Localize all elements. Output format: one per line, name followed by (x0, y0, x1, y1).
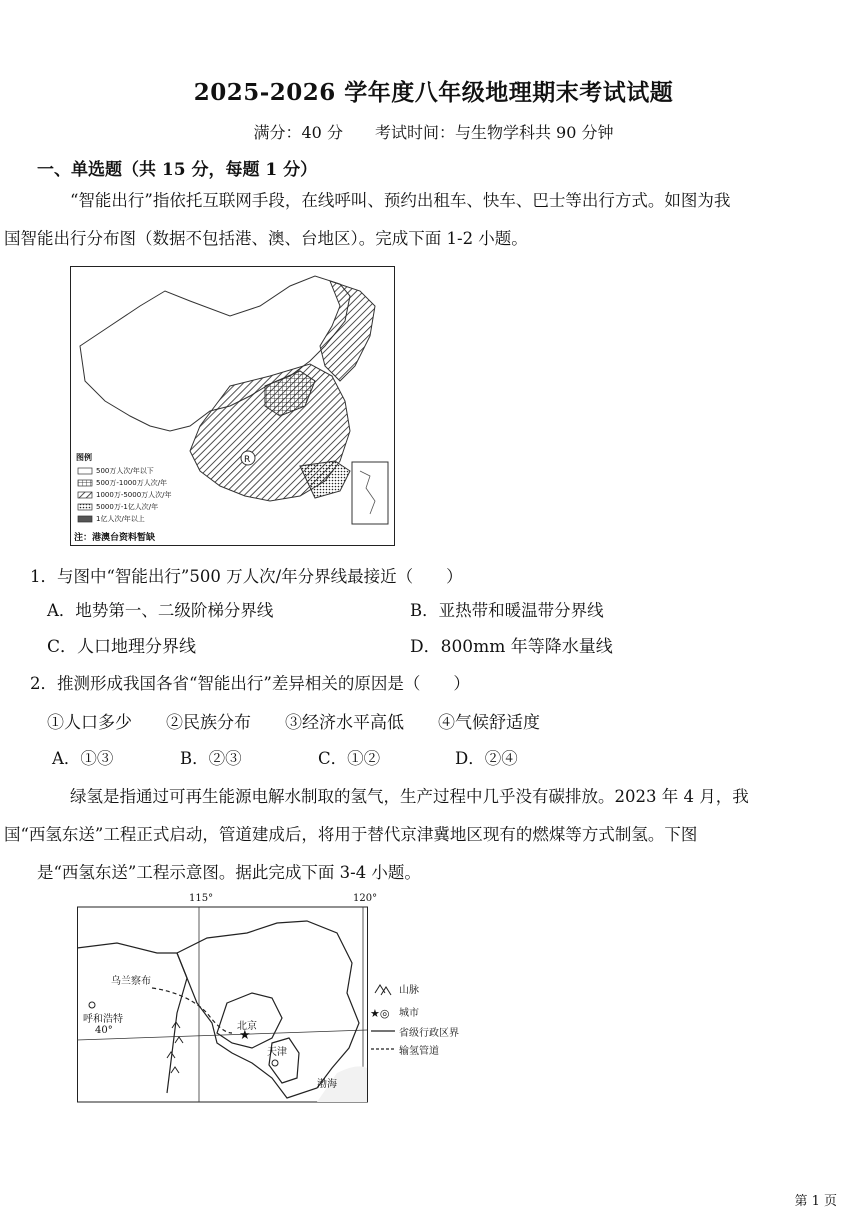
legend-boundary: 省级行政区界 (399, 1028, 459, 1039)
intro-paragraph-1 (4, 182, 847, 258)
latitude-40-label: 40° (95, 1025, 113, 1036)
page-title: 2025-2026 学年度八年级地理期末考试试题 (193, 79, 674, 106)
legend-item-5: 1亿人次/年以上 (96, 515, 145, 523)
legend-pipeline: 输氢管道 (399, 1046, 439, 1057)
q1-option-d[interactable]: D．800mm 年等降水量线 (410, 637, 613, 657)
svg-text:★: ★ (239, 1028, 251, 1043)
q2-option-b[interactable]: B．②③ (180, 749, 242, 768)
hydrogen-pipeline-map (77, 893, 487, 1103)
intro2-line2: 国“西氢东送”工程正式启动，管道建成后，将用于替代京津冀地区现有的燃煤等方式制氢。下图 (4, 825, 698, 844)
intro-paragraph-2 (4, 778, 847, 892)
q2-factor-list: ①人口多少 ②民族分布 ③经济水平高低 ④气候舒适度 (47, 713, 540, 733)
city-beijing: 北京 (237, 1021, 257, 1032)
bohai-sea-label: 渤海 (317, 1079, 337, 1090)
section-heading: 一、单选题（共 15 分，每题 1 分） (37, 160, 318, 180)
map-note: 注：港澳台资料暂缺 (74, 533, 156, 543)
city-huhehaote: 呼和浩特 (83, 1014, 123, 1025)
question-2-stem: 2．推测形成我国各省“智能出行”差异相关的原因是（ ） (30, 674, 470, 693)
longitude-115-label: 115° (189, 893, 214, 904)
intro2-line1: 绿氢是指通过可再生能源电解水制取的氢气，生产过程中几乎没有碳排放。2023 年 4 月，我 (70, 787, 749, 806)
intro1-line2: 国智能出行分布图（数据不包括港、澳、台地区）。完成下面 1-2 小题。 (4, 229, 528, 248)
pipeline-map-figure (77, 893, 487, 1103)
exam-info: 满分：40 分 考试时间：与生物学科共 90 分钟 (253, 123, 614, 142)
legend-item-1: 500万人次/年以下 (96, 467, 154, 475)
legend-item-4: 5000万-1亿人次/年 (96, 503, 159, 511)
svg-text:★◎: ★◎ (370, 1007, 390, 1020)
china-smart-travel-map (70, 266, 395, 546)
intro1-line1: “智能出行”指依托互联网手段，在线呼叫、预约出租车、快车、巴士等出行方式。如图为我 (70, 191, 731, 210)
legend-title: 图例 (76, 453, 92, 462)
legend-mountain: 山脉 (399, 985, 419, 996)
q2-option-c[interactable]: C．①② (318, 749, 381, 768)
legend-item-2: 500万-1000万人次/年 (96, 479, 168, 487)
longitude-120-label: 120° (353, 893, 378, 904)
q2-option-d[interactable]: D．②④ (455, 749, 518, 768)
q1-option-c[interactable]: C．人口地理分界线 (47, 637, 197, 657)
legend-city: 城市 (399, 1008, 419, 1019)
region-r-label: R (244, 455, 251, 465)
q1-option-a[interactable]: A．地势第一、二级阶梯分界线 (47, 601, 274, 620)
q2-option-a[interactable]: A．①③ (52, 749, 114, 768)
city-wulanchabu: 乌兰察布 (111, 976, 151, 987)
intro2-line3: 是“西氢东送”工程示意图。据此完成下面 3-4 小题。 (37, 863, 421, 882)
city-tianjin: 天津 (267, 1047, 287, 1058)
page-number: 第 1 页 (794, 1194, 837, 1209)
legend-item-3: 1000万-5000万人次/年 (96, 491, 172, 499)
q1-option-b[interactable]: B．亚热带和暖温带分界线 (410, 601, 604, 620)
question-1-stem: 1．与图中“智能出行”500 万人次/年分界线最接近（ ） (30, 567, 463, 586)
